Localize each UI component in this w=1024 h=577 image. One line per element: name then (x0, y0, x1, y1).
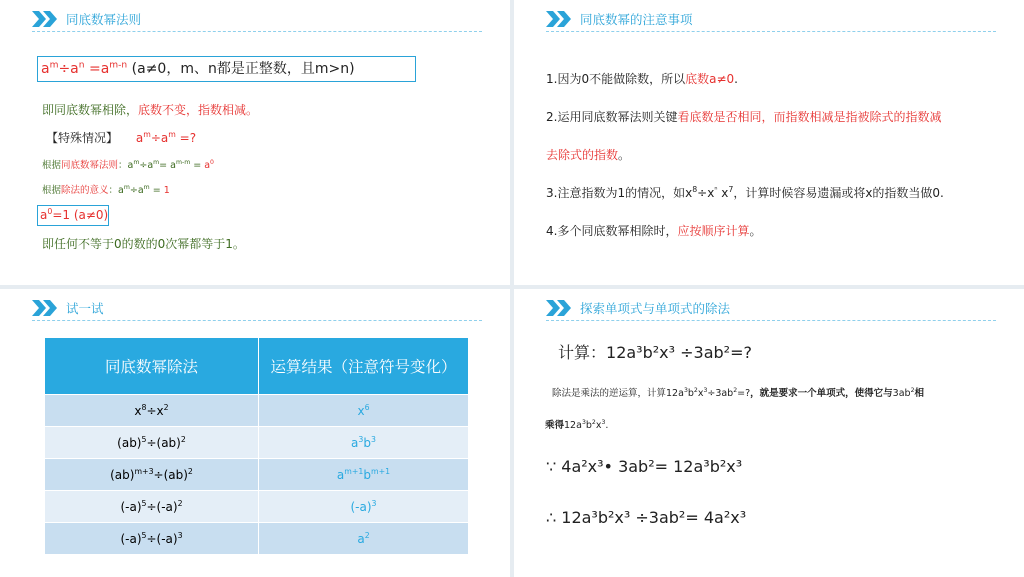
double-chevron-right-icon (32, 11, 58, 27)
note-2-continued: 去除式的指数。 (546, 148, 631, 162)
zero-exponent-box: $a^0=1$ (a≠0) (37, 205, 109, 226)
section-title: 试一试 (66, 301, 104, 316)
section-title: 同底数幂法则 (66, 12, 142, 27)
section-header (32, 299, 104, 317)
divider (32, 320, 482, 321)
divider (546, 31, 996, 32)
column-header: 运算结果（注意符号变化） (259, 338, 469, 395)
double-chevron-right-icon (546, 300, 572, 316)
table-cell-result: $(-a)^3$ (259, 491, 469, 523)
table-row (45, 395, 468, 427)
note-4: 4.多个同底数幂相除时，应按顺序计算。 (546, 224, 762, 238)
practice-table (45, 338, 468, 554)
section-header (546, 10, 693, 28)
table-row (45, 523, 468, 555)
table-cell-result: $a^2$ (259, 523, 469, 555)
table-cell-expression: $(-a)^5\div(-a)^2$ (45, 491, 259, 523)
note-1: 1.因为0不能做除数，所以底数a≠0. (546, 72, 738, 86)
formula-box (37, 56, 416, 82)
table-cell-expression: (ab)$^{m+3}$÷(ab)$^2$ (45, 459, 259, 491)
formula-conditions: (a≠0，m、n都是正整数，且m>n) (131, 61, 355, 77)
note-3: 3.注意指数为1的情况，如$x^8\div x^{^n}$ $x^7$，计算时候容易遗漏或将x的指数当做0. (546, 185, 944, 200)
table-cell-expression: $(-a)^5\div(-a)^3$ (45, 523, 259, 555)
conclusion: 即任何不等于0的数的0次幂都等于1。 (42, 237, 245, 251)
panel-monomial-division (514, 289, 1024, 577)
section-header (546, 299, 730, 317)
panel-practice (0, 289, 510, 577)
table-cell-result: $a^{m+1}b^{m+1}$ (259, 459, 469, 491)
rule-statement: 即同底数幂相除，底数不变，指数相减。 (42, 103, 259, 117)
section-title: 同底数幂的注意事项 (580, 12, 693, 27)
note-2: 2.运用同底数幂法则关键看底数是否相同，而指数相减是指被除式的指数减 (546, 110, 942, 124)
column-header: 同底数幂除法 (45, 338, 259, 395)
panel-power-rule (0, 0, 510, 285)
because-statement: ∵ 4a²x³• 3ab²= 12a³b²x³ (546, 457, 743, 476)
table-cell-expression: (ab)$^5$÷(ab)$^2$ (45, 427, 259, 459)
divider (546, 320, 996, 321)
panel-notes (514, 0, 1024, 285)
explanation-line-1: 除法是乘法的逆运算，计算$12a^3b^2x^3\div 3ab^2=$?，就是要求一个单项式，使得它与$3ab^2$相 (552, 386, 925, 399)
special-case (46, 129, 196, 146)
section-header (32, 10, 141, 28)
double-chevron-right-icon (546, 11, 572, 27)
table-row (45, 459, 468, 491)
division-meaning: 根据除法的意义：$a^m\div a^m = 1$ (42, 183, 170, 196)
explanation-line-2: 乘得$12a^3b^2x^3$. (545, 418, 609, 431)
table-cell-result: $x^6$ (259, 395, 469, 427)
therefore-statement: ∴ 12a³b²x³ ÷3ab²= 4a²x³ (546, 508, 747, 527)
double-chevron-right-icon (32, 300, 58, 316)
special-label: 【特殊情况】 (46, 131, 119, 145)
table-cell-result: $a^3b^3$ (259, 427, 469, 459)
rule-application: 根据同底数幂法则：$a^m\div a^m= a^{m-m} = a^0$ (42, 158, 214, 171)
table-row (45, 491, 468, 523)
calculation-problem: 计算：12a³b²x³ ÷3ab²=? (558, 343, 752, 362)
table-row (45, 427, 468, 459)
table-header-row (45, 338, 468, 395)
formula-expression: $a^m\div a^n =a^{m-n}$ (41, 60, 128, 77)
table-cell-expression: $x^8\div x^2$ (45, 395, 259, 427)
special-expression: $a^m\div a^m$ =? (135, 130, 197, 145)
section-title: 探索单项式与单项式的除法 (580, 301, 731, 316)
divider (32, 31, 482, 32)
